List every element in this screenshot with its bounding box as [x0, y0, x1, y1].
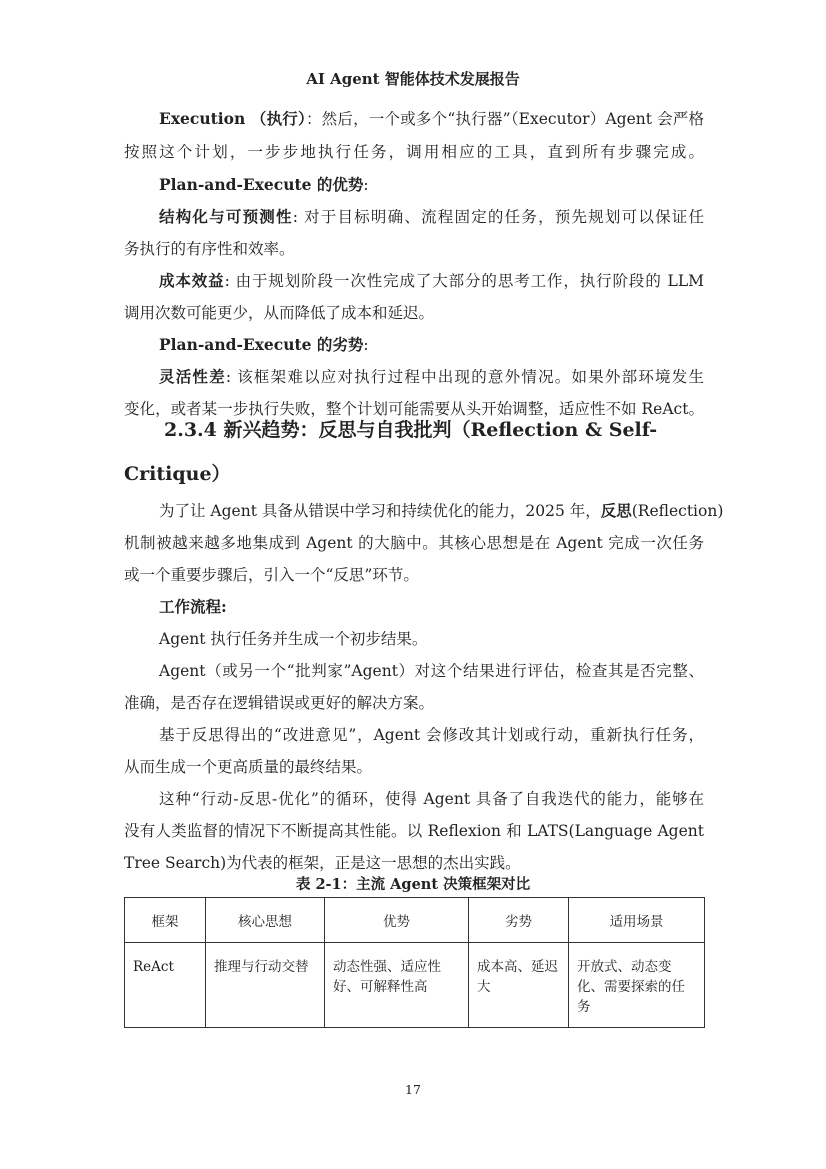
column-header: 框架 [125, 898, 206, 943]
workflow-step-1: Agent 执行任务并生成一个初步结果。 [159, 630, 428, 648]
column-header: 适用场景 [569, 898, 705, 943]
workflow-step-2-line-2: 准确，是否存在逻辑错误或更好的解决方案。 [124, 694, 435, 712]
table-cell-use-cases: 开放式、动态变化、需要探索的任务 [569, 943, 705, 1028]
cost-term: 成本效益 [159, 271, 225, 290]
column-header: 优势 [325, 898, 469, 943]
workflow-step-2-line-1: Agent（或另一个“批判家”Agent）对这个结果进行评估，检查其是否完整、 [159, 662, 704, 680]
reflection-text-end: (Reflection) [631, 502, 724, 520]
execution-term: Execution （执行） [159, 109, 306, 128]
reflection-paragraph-line-2: 机制被越来越多地集成到 Agent 的大脑中。其核心思想是在 Agent 完成一次任务 [124, 534, 704, 552]
disadvantages-heading-text: Plan-and-Execute 的劣势 [159, 335, 364, 354]
column-header: 劣势 [469, 898, 569, 943]
running-header: AI Agent 智能体技术发展报告 [306, 70, 520, 88]
table-cell-core-idea: 推理与行动交替 [206, 943, 325, 1028]
advantages-heading-text: Plan-and-Execute 的优势 [159, 175, 364, 194]
reflection-paragraph-line-1 [159, 500, 724, 522]
flexibility-paragraph-line-2: 变化，或者某一步执行失败，整个计划可能需要从头开始调整，适应性不如 ReAct。 [124, 400, 704, 418]
workflow-heading: 工作流程: [159, 597, 227, 616]
structure-text: : 对于目标明确、流程固定的任务，预先规划可以保证任 [292, 208, 704, 226]
table-caption: 表 2-1：主流 Agent 决策框架对比 [295, 876, 531, 893]
flexibility-paragraph-line-1 [159, 366, 704, 388]
execution-paragraph-line-1 [159, 108, 704, 130]
structure-paragraph-line-2: 务执行的有序性和效率。 [124, 240, 295, 258]
reflection-term: 反思 [600, 501, 632, 520]
table-cell-framework: ReAct [125, 943, 206, 1028]
table-cell-advantages: 动态性强、适应性好、可解释性高 [325, 943, 469, 1028]
reflection-paragraph-line-3: 或一个重要步骤后，引入一个“反思”环节。 [124, 566, 419, 584]
advantages-heading [159, 174, 704, 196]
table-header-row [125, 898, 705, 943]
advantages-heading-colon: : [363, 176, 369, 194]
structure-term: 结构化与可预测性 [159, 207, 293, 226]
section-heading-line-1: 2.3.4 新兴趋势：反思与自我批判（Reflection & Self- [164, 419, 658, 441]
loop-paragraph-line-1: 这种“行动-反思-优化”的循环，使得 Agent 具备了自我迭代的能力，能够在 [159, 790, 704, 808]
section-heading-line-2: Critique） [124, 463, 231, 485]
table-cell-disadvantages: 成本高、延迟大 [469, 943, 569, 1028]
workflow-step-3-line-2: 从而生成一个更高质量的最终结果。 [124, 758, 373, 776]
cost-text: : 由于规划阶段一次性完成了大部分的思考工作，执行阶段的 LLM [224, 272, 704, 290]
structure-paragraph-line-1 [159, 206, 704, 228]
reflection-text-start: 为了让 Agent 具备从错误中学习和持续优化的能力，2025 年， [159, 502, 601, 520]
page-number: 17 [405, 1082, 421, 1097]
execution-text: ：然后，一个或多个“执行器”（Executor）Agent 会严格 [305, 110, 704, 128]
flexibility-text: : 该框架难以应对执行过程中出现的意外情况。如果外部环境发生 [225, 368, 704, 386]
table-row [125, 943, 705, 1028]
cost-paragraph-line-2: 调用次数可能更少，从而降低了成本和延迟。 [124, 304, 435, 322]
disadvantages-heading-colon: : [363, 336, 369, 354]
workflow-step-3-line-1: 基于反思得出的“改进意见”，Agent 会修改其计划或行动，重新执行任务， [159, 726, 704, 744]
disadvantages-heading [159, 334, 704, 356]
loop-paragraph-line-2: 没有人类监督的情况下不断提高其性能。以 Reflexion 和 LATS(Language Agent [124, 822, 704, 840]
cost-paragraph-line-1 [159, 270, 704, 292]
column-header: 核心思想 [206, 898, 325, 943]
flexibility-term: 灵活性差 [159, 367, 226, 386]
framework-comparison-table [124, 897, 705, 1028]
loop-paragraph-line-3: Tree Search)为代表的框架，正是这一思想的杰出实践。 [124, 854, 521, 872]
execution-paragraph-line-2: 按照这个计划，一步步地执行任务，调用相应的工具，直到所有步骤完成。 [124, 143, 704, 161]
